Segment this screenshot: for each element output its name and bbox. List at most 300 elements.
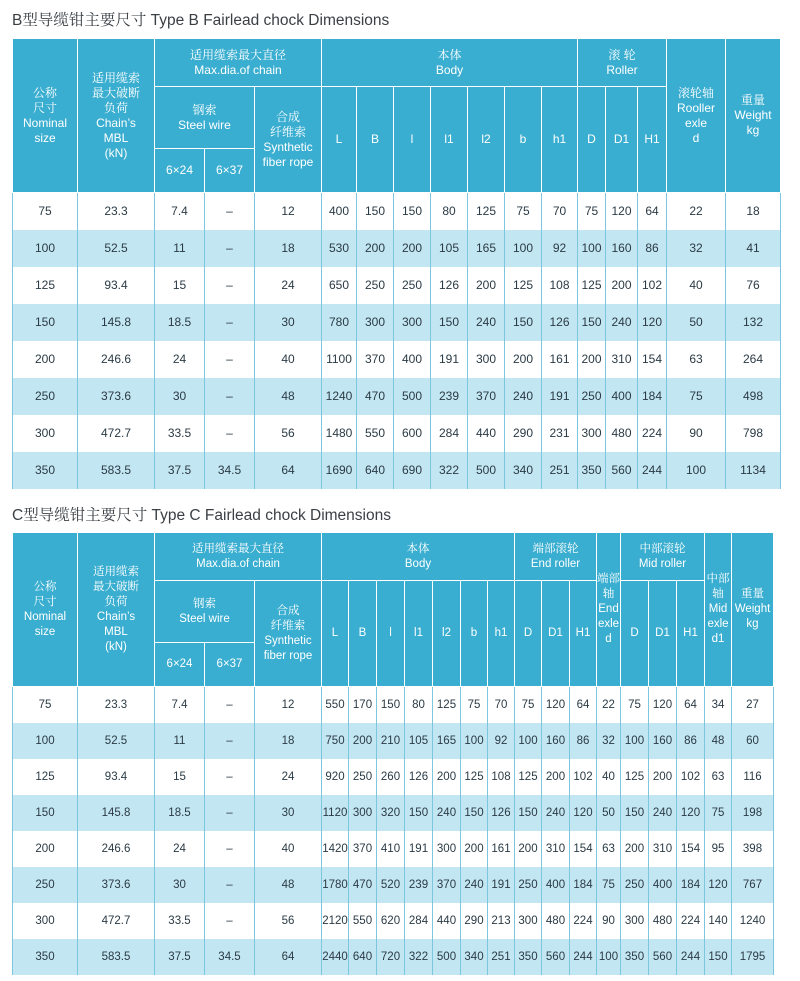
table-cell: 132 [726,304,781,341]
table-cell: 300 [349,795,377,831]
table-cell: 250 [357,267,394,304]
table-cell: 150 [405,795,433,831]
table-cell: 50 [667,304,726,341]
header-col-L: L [322,581,349,687]
table-cell: 398 [732,831,774,867]
header-end-col-D1: D1 [542,581,570,687]
table-cell: 300 [515,903,542,939]
table-cell: 480 [606,415,638,452]
table-cell: 7.4 [155,687,205,723]
table-cell: 100 [578,230,606,267]
header-steel-6x37: 6×37 [205,643,255,687]
table-row [13,304,781,341]
table-row [13,378,781,415]
table-cell: 80 [405,687,433,723]
table-cell: 37.5 [155,452,205,489]
table-cell: – [205,378,255,415]
table-cell: 620 [377,903,405,939]
table-cell: 120 [677,795,705,831]
table-cell: 231 [542,415,578,452]
table-cell: 70 [488,687,515,723]
table-cell: 244 [677,939,705,975]
table-cell: 100 [13,723,78,759]
table-cell: – [205,759,255,795]
table-cell: 154 [638,341,667,378]
table-cell: 200 [606,267,638,304]
header-col-b: b [505,87,542,193]
table-cell: 150 [515,795,542,831]
table-cell: 120 [606,193,638,230]
table-cell: 400 [322,193,357,230]
table-cell: 246.6 [78,341,155,378]
table-cell: 373.6 [78,378,155,415]
table-cell: 48 [705,723,732,759]
table-cell: 440 [433,903,461,939]
header-max-dia: 适用缆索最大直径 Max.dia.of chain [155,533,322,581]
table-cell: 24 [255,267,322,304]
table-cell: 284 [405,903,433,939]
table-cell: 798 [726,415,781,452]
table-cell: 250 [13,378,78,415]
table-cell: 12 [255,193,322,230]
table-cell: 198 [732,795,774,831]
table-cell: 18 [726,193,781,230]
table-cell: 100 [667,452,726,489]
table-cell: 75 [705,795,732,831]
table-cell: 33.5 [155,903,205,939]
table-cell: 100 [461,723,488,759]
table-cell: 251 [542,452,578,489]
header-col-l1: l1 [431,87,468,193]
table-cell: 86 [638,230,667,267]
table-cell: 1240 [732,903,774,939]
table-cell: 191 [542,378,578,415]
header-steel-wire: 钢索 Steel wire [155,581,255,643]
table-cell: 100 [13,230,78,267]
table-cell: 145.8 [78,304,155,341]
table-cell: 1240 [322,378,357,415]
table-cell: 120 [570,795,597,831]
table-row [13,903,774,939]
table-cell: 64 [638,193,667,230]
table-cell: 2440 [322,939,349,975]
table-cell: 150 [394,193,431,230]
header-steel-6x24: 6×24 [155,149,205,193]
table-cell: 32 [667,230,726,267]
table-cell: 200 [578,341,606,378]
header-weight: 重量 Weight kg [732,533,774,687]
table-cell: 64 [255,939,322,975]
table-cell: 191 [488,867,515,903]
table-cell: 583.5 [78,939,155,975]
table-cell: 1120 [322,795,349,831]
table-cell: 15 [155,267,205,304]
table-c-body [13,687,774,975]
table-cell: 23.3 [78,193,155,230]
table-cell: 244 [638,452,667,489]
table-cell: 200 [13,341,78,378]
table-cell: 27 [732,687,774,723]
table-cell: 24 [155,831,205,867]
table-cell: 350 [13,452,78,489]
table-cell: 300 [433,831,461,867]
table-cell: 120 [705,867,732,903]
table-cell: 32 [597,723,621,759]
table-cell: 70 [542,193,578,230]
table-cell: 200 [357,230,394,267]
table-cell: 500 [468,452,505,489]
table-cell: 200 [621,831,649,867]
table-cell: 160 [542,723,570,759]
table-cell: 56 [255,903,322,939]
table-cell: 24 [255,759,322,795]
header-steel-6x37: 6×37 [205,149,255,193]
header-body: 本体 Body [322,39,578,87]
table-cell: 34 [705,687,732,723]
table-cell: 160 [649,723,677,759]
table-cell: 200 [433,759,461,795]
table-cell: 18.5 [155,304,205,341]
table-cell: 116 [732,759,774,795]
table-cell: 34.5 [205,939,255,975]
table-cell: 400 [394,341,431,378]
table-cell: – [205,267,255,304]
table-cell: 60 [732,723,774,759]
table-cell: 56 [255,415,322,452]
table-cell: 350 [515,939,542,975]
table-row [13,831,774,867]
table-cell: 150 [461,795,488,831]
table-cell: 310 [606,341,638,378]
table-cell: 30 [155,378,205,415]
table-cell: 95 [705,831,732,867]
table-cell: 640 [349,939,377,975]
table-cell: 300 [621,903,649,939]
table-cell: 100 [621,723,649,759]
table-cell: 240 [468,304,505,341]
table-cell: 200 [505,341,542,378]
table-cell: 105 [431,230,468,267]
header-col-B: B [357,87,394,193]
header-col-D: D [578,87,606,193]
header-end-col-D: D [515,581,542,687]
table-row [13,687,774,723]
table-cell: 40 [255,341,322,378]
table-cell: 75 [621,687,649,723]
table-cell: 154 [677,831,705,867]
table-cell: 472.7 [78,415,155,452]
table-cell: 300 [357,304,394,341]
table-cell: 300 [13,415,78,452]
table-cell: 48 [255,378,322,415]
table-cell: 200 [542,759,570,795]
table-cell: 126 [542,304,578,341]
table-cell: 150 [578,304,606,341]
table-cell: 33.5 [155,415,205,452]
table-cell: 41 [726,230,781,267]
header-max-dia: 适用缆索最大直径 Max.dia.of chain [155,39,322,87]
table-cell: 126 [431,267,468,304]
table-cell: 500 [394,378,431,415]
table-cell: 102 [677,759,705,795]
table-cell: 310 [542,831,570,867]
table-cell: 1795 [732,939,774,975]
table-cell: 125 [621,759,649,795]
table-cell: 240 [649,795,677,831]
table-cell: 550 [349,903,377,939]
table-cell: 75 [13,687,78,723]
table-cell: 86 [677,723,705,759]
table-cell: 126 [405,759,433,795]
table-cell: 125 [505,267,542,304]
table-cell: 75 [505,193,542,230]
header-col-l: l [377,581,405,687]
table-cell: 102 [638,267,667,304]
table-row [13,795,774,831]
table-cell: 1134 [726,452,781,489]
table-cell: 18 [255,723,322,759]
table-cell: 15 [155,759,205,795]
table-cell: 125 [13,759,78,795]
table-cell: 400 [542,867,570,903]
table-cell: 550 [357,415,394,452]
table-cell: 244 [570,939,597,975]
table-b-title: B型导缆钳主要尺寸 Type B Fairlead chock Dimensions [12,12,390,29]
table-cell: 224 [638,415,667,452]
table-cell: 340 [505,452,542,489]
table-cell: 250 [13,867,78,903]
table-cell: 52.5 [78,230,155,267]
table-cell: 100 [597,939,621,975]
table-row [13,267,781,304]
table-cell: 63 [597,831,621,867]
table-cell: 108 [488,759,515,795]
table-cell: 340 [461,939,488,975]
header-mid-col-D1: D1 [649,581,677,687]
table-cell: 322 [431,452,468,489]
header-col-b: b [461,581,488,687]
table-cell: 184 [638,378,667,415]
table-cell: – [205,867,255,903]
table-cell: 370 [357,341,394,378]
table-b [12,38,781,489]
table-cell: 350 [13,939,78,975]
table-cell: 93.4 [78,759,155,795]
table-cell: 75 [515,687,542,723]
table-cell: 125 [515,759,542,795]
table-cell: 7.4 [155,193,205,230]
table-cell: 200 [13,831,78,867]
table-cell: 200 [515,831,542,867]
header-mid-roller: 中部滚轮 Mid roller [621,533,705,581]
table-cell: 400 [649,867,677,903]
header-mid-axle: 中部 轴 Mid exle d1 [705,533,732,687]
table-cell: – [205,831,255,867]
table-cell: 750 [322,723,349,759]
table-cell: 250 [621,867,649,903]
table-row [13,939,774,975]
header-col-D1: D1 [606,87,638,193]
table-cell: 75 [597,867,621,903]
table-row [13,341,781,378]
table-cell: 161 [542,341,578,378]
table-cell: 498 [726,378,781,415]
table-cell: 240 [606,304,638,341]
table-cell: 410 [377,831,405,867]
table-cell: 18.5 [155,795,205,831]
table-cell: 264 [726,341,781,378]
table-cell: 250 [578,378,606,415]
table-cell: 30 [255,795,322,831]
table-cell: 184 [570,867,597,903]
table-cell: 105 [405,723,433,759]
table-cell: 30 [255,304,322,341]
table-cell: 18 [255,230,322,267]
table-cell: 93.4 [78,267,155,304]
table-cell: 12 [255,687,322,723]
table-row [13,193,781,230]
table-row [13,452,781,489]
table-cell: – [205,341,255,378]
table-cell: 22 [667,193,726,230]
header-steel-6x24: 6×24 [155,643,205,687]
table-cell: 150 [357,193,394,230]
table-cell: 30 [155,867,205,903]
table-cell: 530 [322,230,357,267]
table-cell: 300 [468,341,505,378]
header-fiber-rope: 合成 纤维索 Synthetic fiber rope [255,581,322,687]
table-c-title: C型导缆钳主要尺寸 Type C Fairlead chock Dimensions [12,507,391,524]
table-cell: 40 [667,267,726,304]
table-cell: 200 [349,723,377,759]
table-cell: 150 [505,304,542,341]
table-cell: 37.5 [155,939,205,975]
table-cell: 24 [155,341,205,378]
table-cell: 191 [431,341,468,378]
table-cell: 100 [505,230,542,267]
table-cell: 260 [377,759,405,795]
table-cell: 370 [349,831,377,867]
table-cell: 102 [570,759,597,795]
table-cell: 290 [461,903,488,939]
header-nominal-size: 公称 尺寸 Nominal size [13,533,78,687]
table-row [13,723,774,759]
table-cell: – [205,304,255,341]
table-cell: 224 [677,903,705,939]
table-cell: 500 [433,939,461,975]
header-col-l: l [394,87,431,193]
table-cell: – [205,903,255,939]
table-cell: 1480 [322,415,357,452]
table-cell: 224 [570,903,597,939]
table-cell: 470 [349,867,377,903]
table-cell: 284 [431,415,468,452]
table-cell: 350 [578,452,606,489]
table-cell: 1780 [322,867,349,903]
table-cell: 120 [638,304,667,341]
table-cell: 170 [349,687,377,723]
table-cell: 11 [155,723,205,759]
table-cell: 240 [433,795,461,831]
table-cell: 480 [649,903,677,939]
table-cell: 108 [542,267,578,304]
header-mid-col-H1: H1 [677,581,705,687]
table-cell: 472.7 [78,903,155,939]
table-cell: 63 [705,759,732,795]
table-cell: 154 [570,831,597,867]
table-cell: 400 [606,378,638,415]
table-cell: 300 [13,903,78,939]
table-row [13,867,774,903]
header-end-col-H1: H1 [570,581,597,687]
table-cell: – [205,723,255,759]
table-cell: 125 [433,687,461,723]
table-cell: 250 [394,267,431,304]
table-cell: 75 [578,193,606,230]
table-cell: 322 [405,939,433,975]
table-cell: 125 [578,267,606,304]
table-cell: 76 [726,267,781,304]
table-cell: 720 [377,939,405,975]
table-cell: 40 [255,831,322,867]
header-axle: 滚轮轴 Rooller exle d [667,39,726,193]
table-cell: 150 [705,939,732,975]
table-c [12,532,774,975]
table-cell: 200 [649,759,677,795]
table-cell: 64 [255,452,322,489]
table-cell: 125 [13,267,78,304]
header-col-l2: l2 [468,87,505,193]
header-col-H1: H1 [638,87,667,193]
table-cell: 150 [431,304,468,341]
table-cell: 550 [322,687,349,723]
table-cell: 150 [13,304,78,341]
table-cell: 583.5 [78,452,155,489]
table-cell: 560 [606,452,638,489]
table-cell: 100 [515,723,542,759]
table-cell: – [205,687,255,723]
header-mbl: 适用缆索 最大破断 负荷 Chain’s MBL (kN) [78,39,155,193]
table-cell: 140 [705,903,732,939]
table-cell: 2120 [322,903,349,939]
table-cell: 120 [542,687,570,723]
table-cell: 165 [433,723,461,759]
table-cell: 23.3 [78,687,155,723]
table-cell: 240 [505,378,542,415]
table-cell: 300 [394,304,431,341]
header-col-l2: l2 [433,581,461,687]
table-cell: 92 [542,230,578,267]
header-body: 本体 Body [322,533,515,581]
table-cell: 250 [515,867,542,903]
table-cell: 34.5 [205,452,255,489]
table-cell: 370 [468,378,505,415]
table-cell: 75 [461,687,488,723]
header-col-l1: l1 [405,581,433,687]
table-cell: 90 [597,903,621,939]
table-cell: – [205,230,255,267]
table-cell: – [205,415,255,452]
table-cell: 213 [488,903,515,939]
table-cell: 239 [405,867,433,903]
table-cell: 150 [13,795,78,831]
table-cell: 310 [649,831,677,867]
table-cell: 780 [322,304,357,341]
table-cell: 600 [394,415,431,452]
header-col-h1: h1 [488,581,515,687]
table-cell: 320 [377,795,405,831]
table-cell: 370 [433,867,461,903]
